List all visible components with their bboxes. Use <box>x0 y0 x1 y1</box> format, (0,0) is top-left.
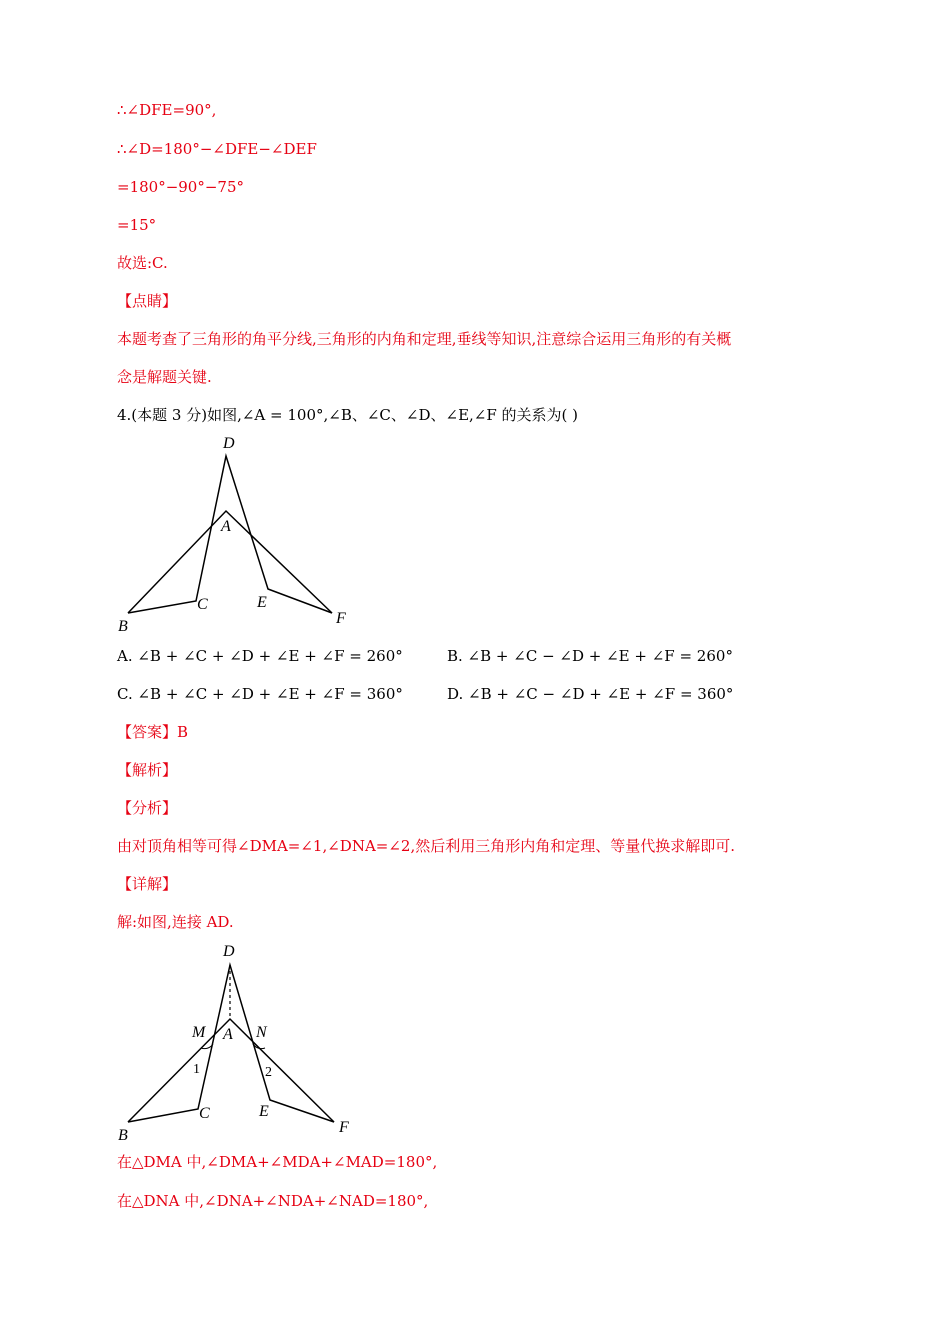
label2-f: F <box>339 1119 349 1136</box>
figure2-outline-dcef <box>128 965 334 1122</box>
option-a: A. ∠B + ∠C + ∠D + ∠E + ∠F = 260° <box>117 647 403 665</box>
label2-d: D <box>223 943 235 960</box>
label2-n: N <box>256 1024 267 1041</box>
triangle-dma-line: 在△DMA 中,∠DMA+∠MDA+∠MAD=180°, <box>117 1153 438 1171</box>
label2-e: E <box>259 1103 269 1120</box>
label2-c: C <box>199 1105 210 1122</box>
dianjing-text-2: 念是解题关键. <box>117 368 212 386</box>
fenxi-text: 由对顶角相等可得∠DMA=∠1,∠DNA=∠2,然后利用三角形内角和定理、等量代换求解即可. <box>117 837 736 855</box>
solution-line-2: ∴∠D=180°−∠DFE−∠DEF <box>117 140 317 158</box>
option-d: D. ∠B + ∠C − ∠D + ∠E + ∠F = 360° <box>447 685 734 703</box>
solution-line-3: =180°−90°−75° <box>117 178 245 196</box>
label-a: A <box>221 518 231 535</box>
label-c: C <box>197 596 208 613</box>
question-figure <box>110 428 370 638</box>
xiangjie-text: 解:如图,连接 AD. <box>117 913 234 931</box>
option-b: B. ∠B + ∠C − ∠D + ∠E + ∠F = 260° <box>447 647 733 665</box>
label2-a: A <box>223 1026 233 1043</box>
label-f: F <box>336 610 346 627</box>
label-e: E <box>257 594 267 611</box>
label2-angle-2: 2 <box>265 1065 272 1080</box>
jiexi-label: 【解析】 <box>117 761 178 779</box>
dianjing-label: 【点睛】 <box>117 292 178 310</box>
solution-choice: 故选:C. <box>117 254 168 272</box>
solution-figure <box>110 940 370 1150</box>
label-d: D <box>223 435 235 452</box>
question-stem: 4.(本题 3 分)如图,∠A = 100°,∠B、∠C、∠D、∠E,∠F 的关系为( ) <box>117 406 579 424</box>
dianjing-text-1: 本题考查了三角形的角平分线,三角形的内角和定理,垂线等知识,注意综合运用三角形的有关概 <box>117 330 732 348</box>
solution-line-1: ∴∠DFE=90°, <box>117 101 217 119</box>
option-c: C. ∠B + ∠C + ∠D + ∠E + ∠F = 360° <box>117 685 403 703</box>
label-b: B <box>118 618 128 635</box>
label2-angle-1: 1 <box>193 1062 200 1077</box>
triangle-dna-line: 在△DNA 中,∠DNA+∠NDA+∠NAD=180°, <box>117 1192 429 1210</box>
label2-b: B <box>118 1127 128 1144</box>
label2-m: M <box>192 1024 206 1041</box>
xiangjie-label: 【详解】 <box>117 875 178 893</box>
answer-line: 【答案】B <box>117 723 189 741</box>
solution-line-4: =15° <box>117 216 157 234</box>
fenxi-label: 【分析】 <box>117 799 178 817</box>
